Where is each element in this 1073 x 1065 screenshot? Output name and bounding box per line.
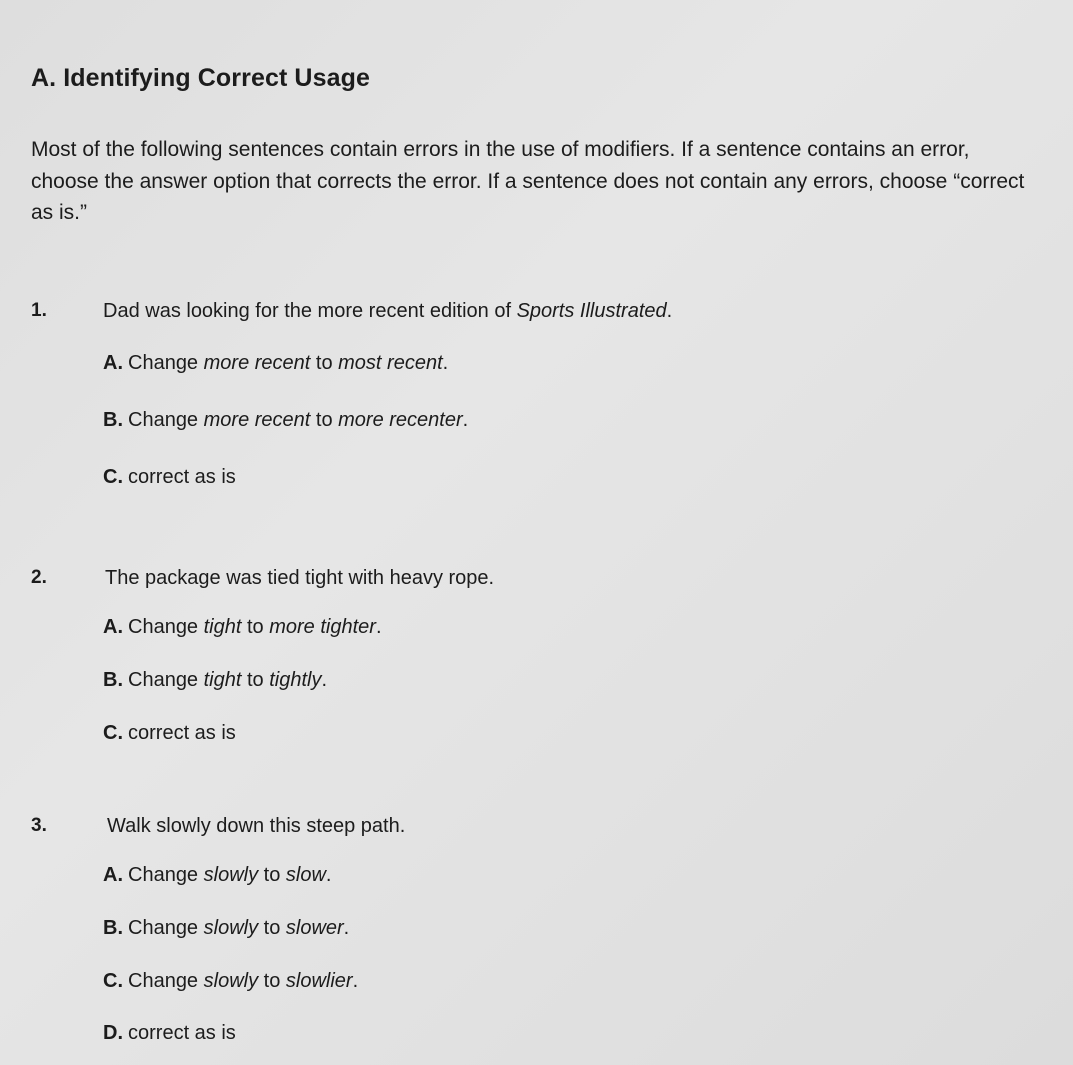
question-number: 2. [31,567,47,588]
option-letter: B. [103,669,123,691]
option-c[interactable]: C. Change slowly to slowlier. [103,970,359,992]
option-b[interactable]: B. Change more recent to more recenter. [103,409,469,431]
option-letter: A. [103,864,123,886]
option-letter: C. [103,466,123,488]
option-letter: A. [103,616,123,638]
option-letter: C. [103,722,123,744]
option-c[interactable]: C. correct as is [103,722,236,744]
section-title: A. Identifying Correct Usage [31,64,370,92]
question-number: 3. [31,815,47,836]
option-a[interactable]: A. Change tight to more tighter. [103,616,382,638]
option-letter: B. [103,409,123,431]
question-number: 1. [31,300,47,321]
instructions-paragraph: Most of the following sentences contain errors in the use of modifiers. If a sentence contains an error, choose the answer option that corrects the error. If a sentence does not contain any errors, choose “correct as is.” [31,138,1025,224]
question-text: Walk slowly down this steep path. [107,815,406,837]
question-text: Dad was looking for the more recent edition of Sports Illustrated. [103,300,673,322]
question-text: The package was tied tight with heavy rope. [105,567,495,589]
option-b[interactable]: B. Change tight to tightly. [103,669,328,691]
option-letter: D. [103,1022,123,1044]
option-a[interactable]: A. Change more recent to most recent. [103,352,449,374]
option-letter: C. [103,970,123,992]
option-letter: B. [103,917,123,939]
option-b[interactable]: B. Change slowly to slower. [103,917,350,939]
option-c[interactable]: C. correct as is [103,466,236,488]
option-a[interactable]: A. Change slowly to slow. [103,864,332,886]
option-letter: A. [103,352,123,374]
option-d[interactable]: D. correct as is [103,1022,236,1044]
